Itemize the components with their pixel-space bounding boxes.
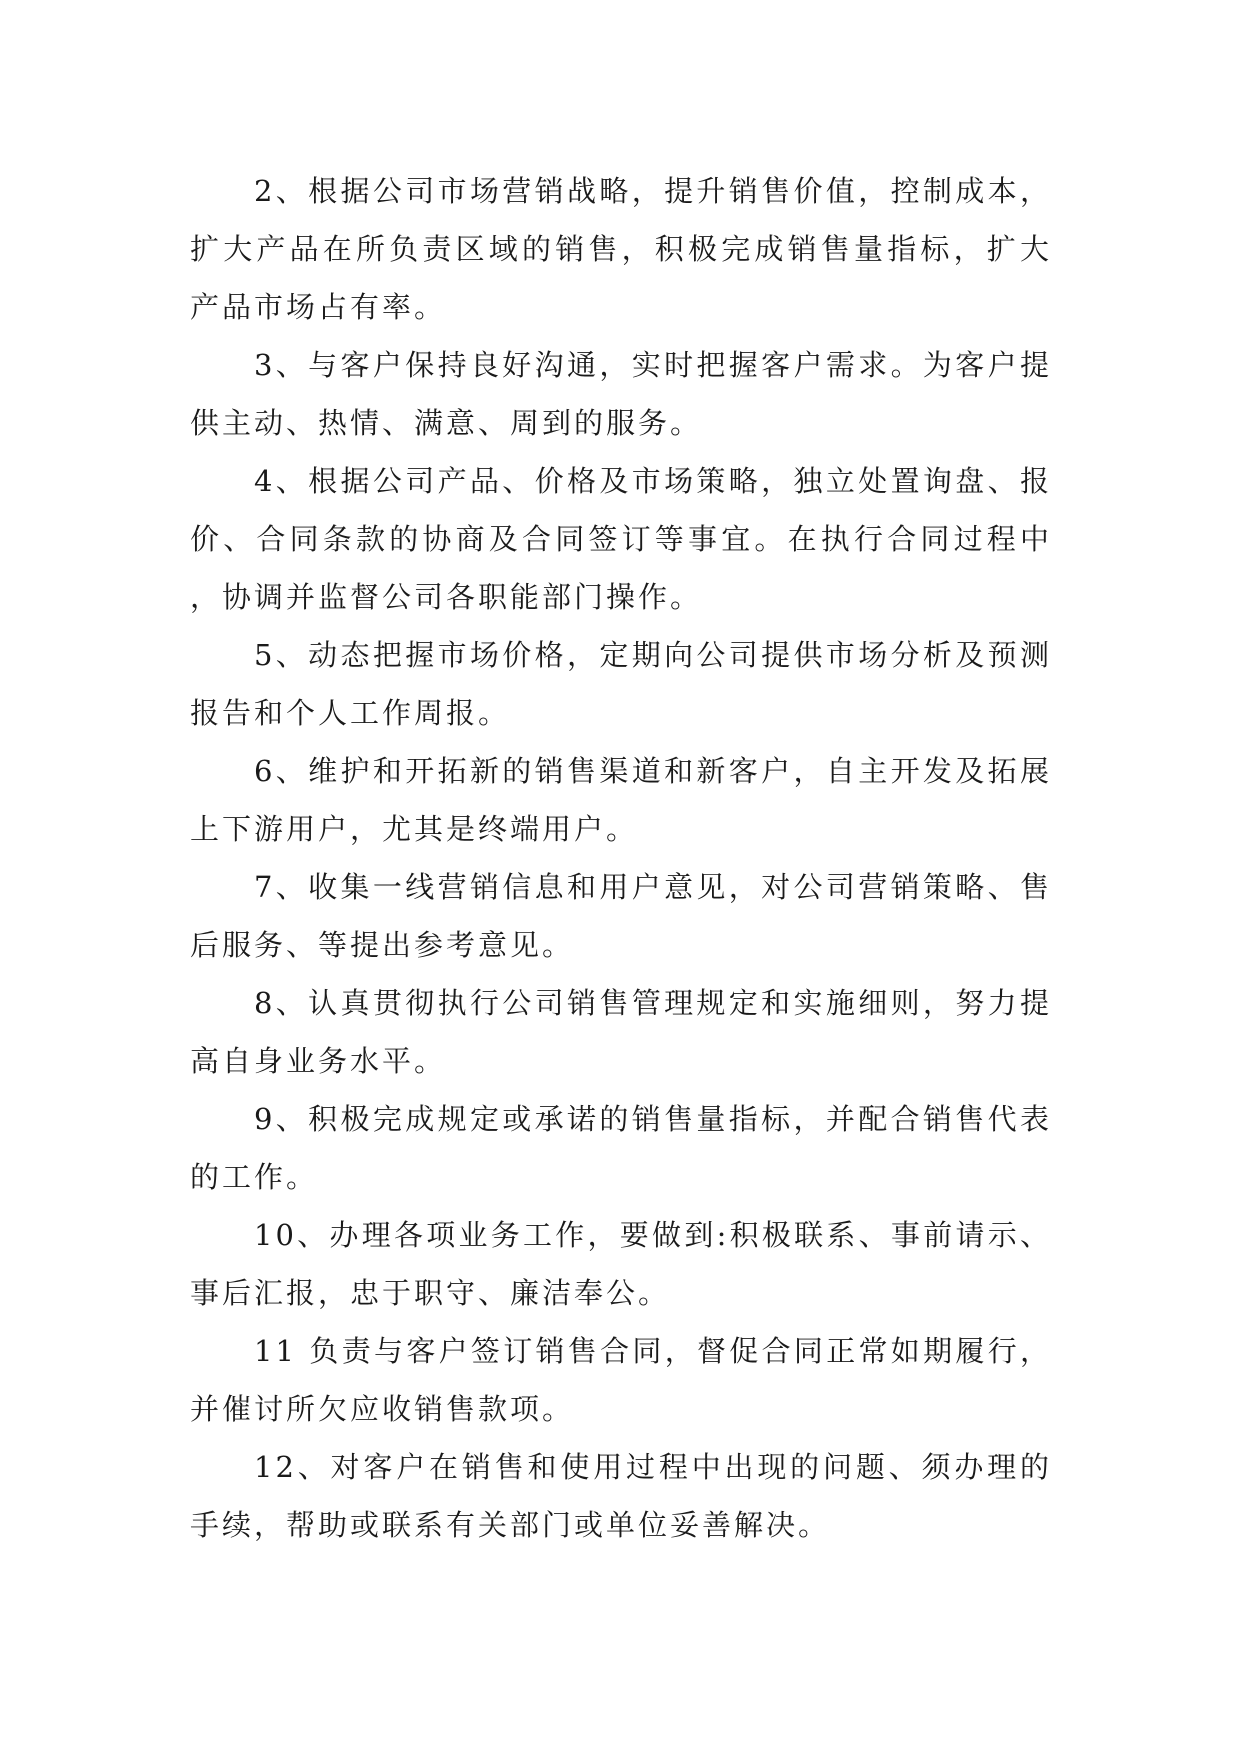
paragraph-11: 11 负责与客户签订销售合同，督促合同正常如期履行，并催讨所欠应收销售款项。 xyxy=(190,1334,1052,1426)
paragraph-10: 10、办理各项业务工作，要做到:积极联系、事前请示、事后汇报，忠于职守、廉洁奉公。 xyxy=(190,1218,1052,1310)
paragraph-6: 6、维护和开拓新的销售渠道和新客户，自主开发及拓展上下游用户，尤其是终端用户。 xyxy=(190,754,1052,846)
paragraph-8: 8、认真贯彻执行公司销售管理规定和实施细则，努力提高自身业务水平。 xyxy=(190,986,1052,1078)
paragraph-5: 5、动态把握市场价格，定期向公司提供市场分析及预测报告和个人工作周报。 xyxy=(190,638,1052,730)
document-body xyxy=(190,162,1052,1554)
paragraph-3: 3、与客户保持良好沟通，实时把握客户需求。为客户提供主动、热情、满意、周到的服务。 xyxy=(190,348,1052,440)
paragraph-9: 9、积极完成规定或承诺的销售量指标，并配合销售代表的工作。 xyxy=(190,1102,1052,1194)
paragraph-7: 7、收集一线营销信息和用户意见，对公司营销策略、售后服务、等提出参考意见。 xyxy=(190,870,1052,962)
paragraph-4: 4、根据公司产品、价格及市场策略，独立处置询盘、报价、合同条款的协商及合同签订等事宜。在执行合同过程中，协调并监督公司各职能部门操作。 xyxy=(190,464,1052,614)
paragraph-12: 12、对客户在销售和使用过程中出现的问题、须办理的手续，帮助或联系有关部门或单位妥善解决。 xyxy=(190,1450,1052,1542)
paragraph-2: 2、根据公司市场营销战略，提升销售价值，控制成本，扩大产品在所负责区域的销售，积极完成销售量指标，扩大产品市场占有率。 xyxy=(190,174,1052,324)
